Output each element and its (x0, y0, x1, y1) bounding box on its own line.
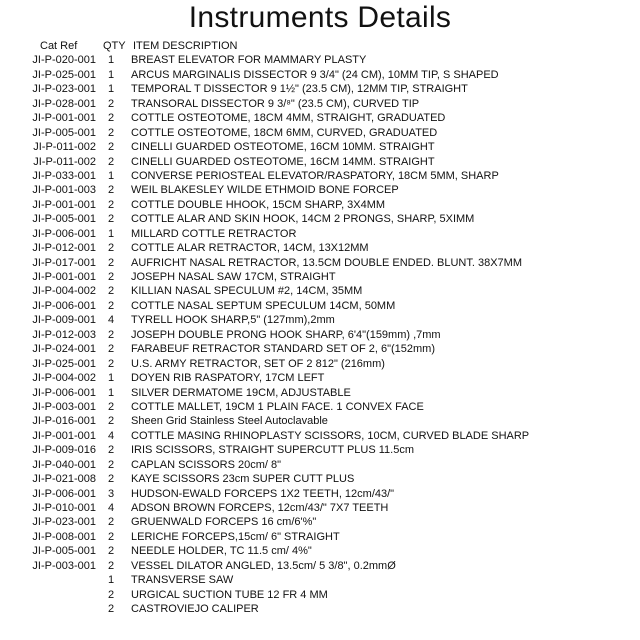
qty-cell: 2 (107, 530, 115, 543)
description-cell: U.S. ARMY RETRACTOR, SET OF 2 812" (216mm) (131, 357, 385, 370)
qty-cell: 3 (107, 487, 115, 500)
qty-cell: 2 (107, 198, 115, 211)
cat-ref-cell: JI-P-001-001 (32, 112, 96, 125)
description-cell: MILLARD COTTLE RETRACTOR (131, 227, 297, 240)
table-row (0, 371, 640, 385)
description-cell: GRUENWALD FORCEPS 16 cm/6'%" (131, 516, 317, 529)
table-row (0, 386, 640, 400)
table-row (0, 342, 640, 356)
header-qty: QTY (103, 40, 126, 52)
cat-ref-cell: JI-P-023-001 (32, 516, 96, 529)
cat-ref-cell: JI-P-009-016 (32, 444, 96, 457)
table-row (0, 68, 640, 82)
description-cell: TRANSORAL DISSECTOR 9 3/⁸" (23.5 CM), CURVED TIP (131, 97, 420, 110)
qty-cell: 2 (107, 588, 115, 601)
description-cell: COTTLE NASAL SEPTUM SPECULUM 14CM, 50MM (131, 299, 396, 312)
description-cell: Sheen Grid Stainless Steel Autoclavable (131, 415, 328, 428)
table-row (0, 400, 640, 414)
table-row (0, 544, 640, 558)
cat-ref-cell: JI-P-004-002 (32, 285, 96, 298)
qty-cell: 2 (107, 126, 115, 139)
description-cell: BREAST ELEVATOR FOR MAMMARY PLASTY (131, 54, 367, 67)
table-row (0, 155, 640, 169)
description-cell: TEMPORAL T DISSECTOR 9 1½" (23.5 CM), 12MM TIP, STRAIGHT (131, 83, 468, 96)
cat-ref-cell: JI-P-012-003 (32, 328, 96, 341)
qty-cell: 2 (107, 516, 115, 529)
qty-cell: 1 (107, 574, 115, 587)
table-row (0, 472, 640, 486)
description-cell: TYRELL HOOK SHARP,5" (127mm),2mm (131, 314, 335, 327)
description-cell: COTTLE DOUBLE HHOOK, 15CM SHARP, 3X4MM (131, 198, 386, 211)
cat-ref-cell: JI-P-025-001 (32, 68, 96, 81)
description-cell: JOSEPH DOUBLE PRONG HOOK SHARP, 6'4"(159mm) ,7mm (131, 328, 441, 341)
table-row (0, 559, 640, 573)
qty-cell: 1 (107, 54, 115, 67)
table-row (0, 227, 640, 241)
description-cell: ARCUS MARGINALIS DISSECTOR 9 3/4" (24 CM), 10MM TIP, S SHAPED (131, 68, 499, 81)
cat-ref-cell: JI-P-003-001 (32, 559, 96, 572)
table-row (0, 126, 640, 140)
qty-cell: 2 (107, 299, 115, 312)
cat-ref-cell: JI-P-001-001 (32, 198, 96, 211)
qty-cell: 2 (107, 400, 115, 413)
table-row (0, 501, 640, 515)
description-cell: COTTLE ALAR RETRACTOR, 14CM, 13X12MM (131, 242, 369, 255)
table-row (0, 357, 640, 371)
cat-ref-cell: JI-P-010-001 (32, 502, 96, 514)
qty-cell: 2 (107, 458, 115, 471)
table-row (0, 573, 640, 587)
table-row (0, 530, 640, 544)
table-body (0, 53, 640, 616)
qty-cell: 2 (107, 444, 115, 457)
qty-cell: 1 (107, 169, 115, 182)
cat-ref-cell: JI-P-001-001 (32, 271, 96, 283)
description-cell: LERICHE FORCEPS,15cm/ 6" STRAIGHT (131, 530, 340, 543)
description-cell: CAPLAN SCISSORS 20cm/ 8" (131, 458, 282, 471)
table-row (0, 429, 640, 443)
cat-ref-cell: JI-P-028-001 (32, 97, 96, 110)
cat-ref-cell: JI-P-024-001 (32, 343, 96, 356)
description-cell: TRANSVERSE SAW (131, 574, 234, 587)
qty-cell: 1 (107, 372, 115, 385)
description-cell: DOYEN RIB RASPATORY, 17CM LEFT (131, 372, 325, 385)
description-cell: COTTLE MALLET, 19CM 1 PLAIN FACE. 1 CONVEX FACE (131, 400, 424, 413)
cat-ref-cell: JI-P-011-002 (33, 141, 96, 154)
qty-cell: 2 (107, 357, 115, 370)
qty-cell: 4 (107, 429, 115, 442)
table-row (0, 183, 640, 197)
description-cell: COTTLE MASING RHINOPLASTY SCISSORS, 10CM, CURVED BLADE SHARP (131, 429, 530, 442)
qty-cell: 2 (107, 242, 115, 255)
description-cell: CASTROVIEJO CALIPER (131, 603, 259, 616)
qty-cell: 2 (107, 184, 115, 197)
description-cell: FARABEUF RETRACTOR STANDARD SET OF 2, 6"(152mm) (131, 343, 436, 356)
cat-ref-cell: JI-P-006-001 (32, 487, 96, 500)
qty-cell: 1 (107, 227, 115, 240)
table-row (0, 515, 640, 529)
description-cell: URGICAL SUCTION TUBE 12 FR 4 MM (131, 588, 328, 601)
description-cell: HUDSON-EWALD FORCEPS 1X2 TEETH, 12cm/43/" (131, 487, 395, 500)
description-cell: NEEDLE HOLDER, TC 11.5 cm/ 4%" (131, 545, 312, 558)
description-cell: COTTLE ALAR AND SKIN HOOK, 14CM 2 PRONGS, SHARP, 5XIMM (131, 213, 475, 226)
qty-cell: 1 (107, 68, 115, 81)
table-row (0, 487, 640, 501)
cat-ref-cell: JI-P-008-001 (32, 530, 96, 543)
page-title: Instruments Details (188, 1, 452, 34)
table-row (0, 97, 640, 111)
cat-ref-cell: JI-P-040-001 (32, 458, 96, 471)
table-row (0, 198, 640, 212)
description-cell: CINELLI GUARDED OSTEOTOME, 16CM 14MM. STRAIGHT (131, 155, 435, 168)
qty-cell: 2 (107, 415, 115, 428)
header-item-description: ITEM DESCRIPTION (133, 40, 238, 52)
qty-cell: 4 (107, 502, 115, 514)
table-row (0, 256, 640, 270)
cat-ref-cell: JI-P-025-001 (32, 357, 96, 370)
cat-ref-cell: JI-P-011-002 (33, 155, 96, 168)
description-cell: CONVERSE PERIOSTEAL ELEVATOR/RASPATORY, 18CM 5MM, SHARP (131, 169, 499, 182)
description-cell: VESSEL DILATOR ANGLED, 13.5cm/ 5 3/8", 0.2mmØ (131, 559, 396, 572)
cat-ref-cell: JI-P-009-001 (32, 314, 96, 327)
table-row (0, 458, 640, 472)
description-cell: ADSON BROWN FORCEPS, 12cm/43/" 7X7 TEETH (131, 502, 389, 514)
table-header (0, 39, 640, 53)
description-cell: JOSEPH NASAL SAW 17CM, STRAIGHT (131, 271, 336, 283)
description-cell: KILLIAN NASAL SPECULUM #2, 14CM, 35MM (131, 285, 363, 298)
table-row (0, 588, 640, 602)
description-cell: IRIS SCISSORS, STRAIGHT SUPERCUTT PLUS 11.5cm (131, 444, 415, 457)
instruments-table (0, 39, 640, 617)
table-row (0, 313, 640, 327)
qty-cell: 2 (107, 328, 115, 341)
table-row (0, 284, 640, 298)
qty-cell: 2 (107, 545, 115, 558)
description-cell: COTTLE OSTEOTOME, 18CM 4MM, STRAIGHT, GRADUATED (131, 112, 446, 125)
description-cell: WEIL BLAKESLEY WILDE ETHMOID BONE FORCEP (131, 184, 399, 197)
cat-ref-cell: JI-P-006-001 (32, 299, 96, 312)
description-cell: CINELLI GUARDED OSTEOTOME, 16CM 10MM. STRAIGHT (131, 141, 435, 154)
qty-cell: 2 (107, 285, 115, 298)
qty-cell: 2 (107, 271, 115, 283)
table-row (0, 241, 640, 255)
cat-ref-cell: JI-P-004-002 (32, 372, 96, 385)
cat-ref-cell: JI-P-020-001 (32, 54, 96, 67)
table-row (0, 111, 640, 125)
cat-ref-cell: JI-P-005-001 (32, 126, 96, 139)
qty-cell: 2 (107, 603, 115, 616)
description-cell: KAYE SCISSORS 23cm SUPER CUTT PLUS (131, 473, 355, 486)
table-row (0, 299, 640, 313)
cat-ref-cell: JI-P-006-001 (32, 386, 96, 399)
table-row (0, 140, 640, 154)
qty-cell: 2 (107, 473, 115, 486)
cat-ref-cell: JI-P-001-003 (32, 184, 96, 197)
cat-ref-cell: JI-P-017-001 (32, 256, 96, 269)
description-cell: SILVER DERMATOME 19CM, ADJUSTABLE (131, 386, 351, 399)
qty-cell: 2 (107, 97, 115, 110)
qty-cell: 1 (107, 386, 115, 399)
qty-cell: 2 (107, 256, 115, 269)
table-row (0, 53, 640, 67)
qty-cell: 2 (107, 112, 115, 125)
qty-cell: 1 (107, 83, 115, 96)
cat-ref-cell: JI-P-021-008 (32, 473, 96, 486)
table-row (0, 328, 640, 342)
table-row (0, 602, 640, 616)
description-cell: AUFRICHT NASAL RETRACTOR, 13.5CM DOUBLE ENDED. BLUNT. 38X7MM (131, 256, 522, 269)
description-cell: COTTLE OSTEOTOME, 18CM 6MM, CURVED, GRADUATED (131, 126, 438, 139)
cat-ref-cell: JI-P-005-001 (32, 545, 96, 558)
qty-cell: 2 (107, 559, 115, 572)
cat-ref-cell: JI-P-023-001 (32, 83, 96, 96)
cat-ref-cell: JI-P-033-001 (32, 169, 96, 182)
table-row (0, 443, 640, 457)
cat-ref-cell: JI-P-012-001 (32, 242, 96, 255)
header-cat-ref: Cat Ref (40, 40, 78, 52)
cat-ref-cell: JI-P-016-001 (32, 415, 96, 428)
table-row (0, 169, 640, 183)
table-row (0, 414, 640, 428)
qty-cell: 2 (107, 155, 115, 168)
cat-ref-cell: JI-P-006-001 (32, 227, 96, 240)
cat-ref-cell: JI-P-003-001 (32, 400, 96, 413)
qty-cell: 2 (107, 141, 115, 154)
cat-ref-cell: JI-P-001-001 (32, 429, 96, 442)
table-row (0, 82, 640, 96)
qty-cell: 4 (107, 314, 115, 327)
qty-cell: 2 (107, 213, 115, 226)
qty-cell: 2 (107, 343, 115, 356)
cat-ref-cell: JI-P-005-001 (32, 213, 96, 226)
table-row (0, 270, 640, 284)
table-row (0, 212, 640, 226)
